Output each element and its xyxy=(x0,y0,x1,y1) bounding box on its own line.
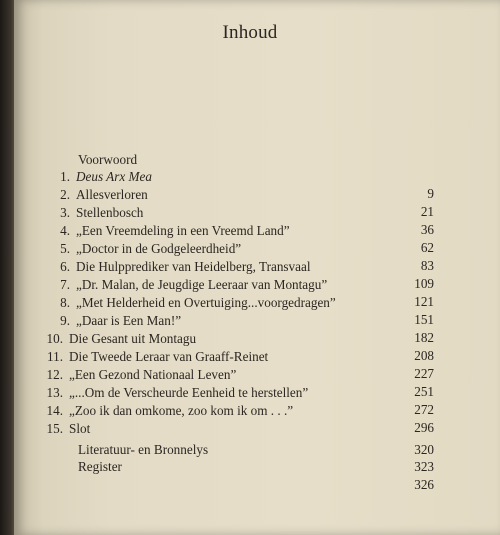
toc-entry-title: „Met Helderheid en Overtuiging...voorgedragen” xyxy=(76,295,336,310)
toc-entry-title: „Zoo ik dan omkome, zoo kom ik om . . .” xyxy=(69,403,294,418)
toc-entry-number: 1. xyxy=(60,169,70,184)
toc-entry-number: 4. xyxy=(60,223,70,238)
toc-entry-title: Die Tweede Leraar van Graaff-Reinet xyxy=(69,349,269,364)
toc-page-number: 9 xyxy=(427,186,434,201)
toc-entry-number: 7. xyxy=(60,277,70,292)
toc-entry-number: 15. xyxy=(46,421,63,436)
toc-entry xyxy=(52,187,148,203)
toc-page-number: 320 xyxy=(414,442,434,457)
toc-page-number: 109 xyxy=(414,276,434,291)
toc-page-number: 151 xyxy=(414,312,434,327)
toc-entry xyxy=(78,152,137,168)
toc-entry-number: 5. xyxy=(60,241,70,256)
toc-page-number: 36 xyxy=(420,222,434,237)
toc-entry-title: Stellenbosch xyxy=(76,205,144,220)
toc-entry-number: 11. xyxy=(47,349,63,364)
toc-entry-number: 2. xyxy=(60,187,70,202)
toc-entry-title: „Doctor in de Godgeleerdheid” xyxy=(76,241,242,256)
toc-entry xyxy=(45,349,268,365)
toc-entry-number: 10. xyxy=(46,331,63,346)
toc-entry-title: „Daar is Een Man!” xyxy=(76,313,182,328)
page-title: Inhoud xyxy=(222,22,278,43)
toc-entry-number: 9. xyxy=(60,313,70,328)
toc-entry xyxy=(52,313,181,329)
toc-entry xyxy=(52,205,143,221)
toc-entry-number: 12. xyxy=(46,367,63,382)
toc-entry xyxy=(52,169,152,185)
toc-entry-title: Die Hulpprediker van Heidelberg, Transvaal xyxy=(76,259,311,274)
toc-page-number: 121 xyxy=(414,294,434,309)
toc-entry xyxy=(52,295,336,311)
toc-page-number: 83 xyxy=(420,258,434,273)
toc-entry-title: Slot xyxy=(69,421,91,436)
toc-page-number: 323 xyxy=(414,459,434,474)
toc-entry xyxy=(45,331,196,347)
toc-entry-number: 6. xyxy=(60,259,70,274)
toc-entry-title: „Dr. Malan, de Jeugdige Leeraar van Montagu” xyxy=(76,277,328,292)
toc-entry-title: Literatuur- en Bronnelys xyxy=(78,442,209,457)
toc-page-number: 62 xyxy=(420,240,434,255)
toc-entry-number: 14. xyxy=(46,403,63,418)
toc-entry-title: Allesverloren xyxy=(76,187,148,202)
toc-entry xyxy=(45,421,90,437)
toc-entry-title: Die Gesant uit Montagu xyxy=(69,331,197,346)
toc-entry xyxy=(45,403,293,419)
toc-page-number: 296 xyxy=(414,420,434,435)
toc-entry-title: „Een Gezond Nationaal Leven” xyxy=(69,367,237,382)
toc-entry xyxy=(78,459,122,475)
toc-entry-title: Deus Arx Mea xyxy=(76,169,152,184)
toc-entry xyxy=(45,385,308,401)
toc-page-number: 21 xyxy=(420,204,434,219)
toc-entry-title: „Een Vreemdeling in een Vreemd Land” xyxy=(76,223,290,238)
toc-entry xyxy=(45,367,236,383)
toc-entry-number: 3. xyxy=(60,205,70,220)
toc-page-number: 227 xyxy=(414,366,434,381)
toc-page-number: 251 xyxy=(414,384,434,399)
toc-page-number: 326 xyxy=(414,477,434,492)
toc-entry-number: 8. xyxy=(60,295,70,310)
toc-entry xyxy=(78,442,208,458)
toc-entry xyxy=(52,259,311,275)
toc-entry-title: Voorwoord xyxy=(78,152,138,167)
toc-page-number: 182 xyxy=(414,330,434,345)
toc-entry-title: Register xyxy=(78,459,122,474)
toc-page-number: 272 xyxy=(414,402,434,417)
toc-entry xyxy=(52,223,290,239)
toc-page-number: 208 xyxy=(414,348,434,363)
toc-entry-number: 13. xyxy=(46,385,63,400)
toc-entry xyxy=(52,277,327,293)
toc-entry xyxy=(52,241,241,257)
toc-entry-title: „...Om de Verscheurde Eenheid te herstellen” xyxy=(69,385,309,400)
